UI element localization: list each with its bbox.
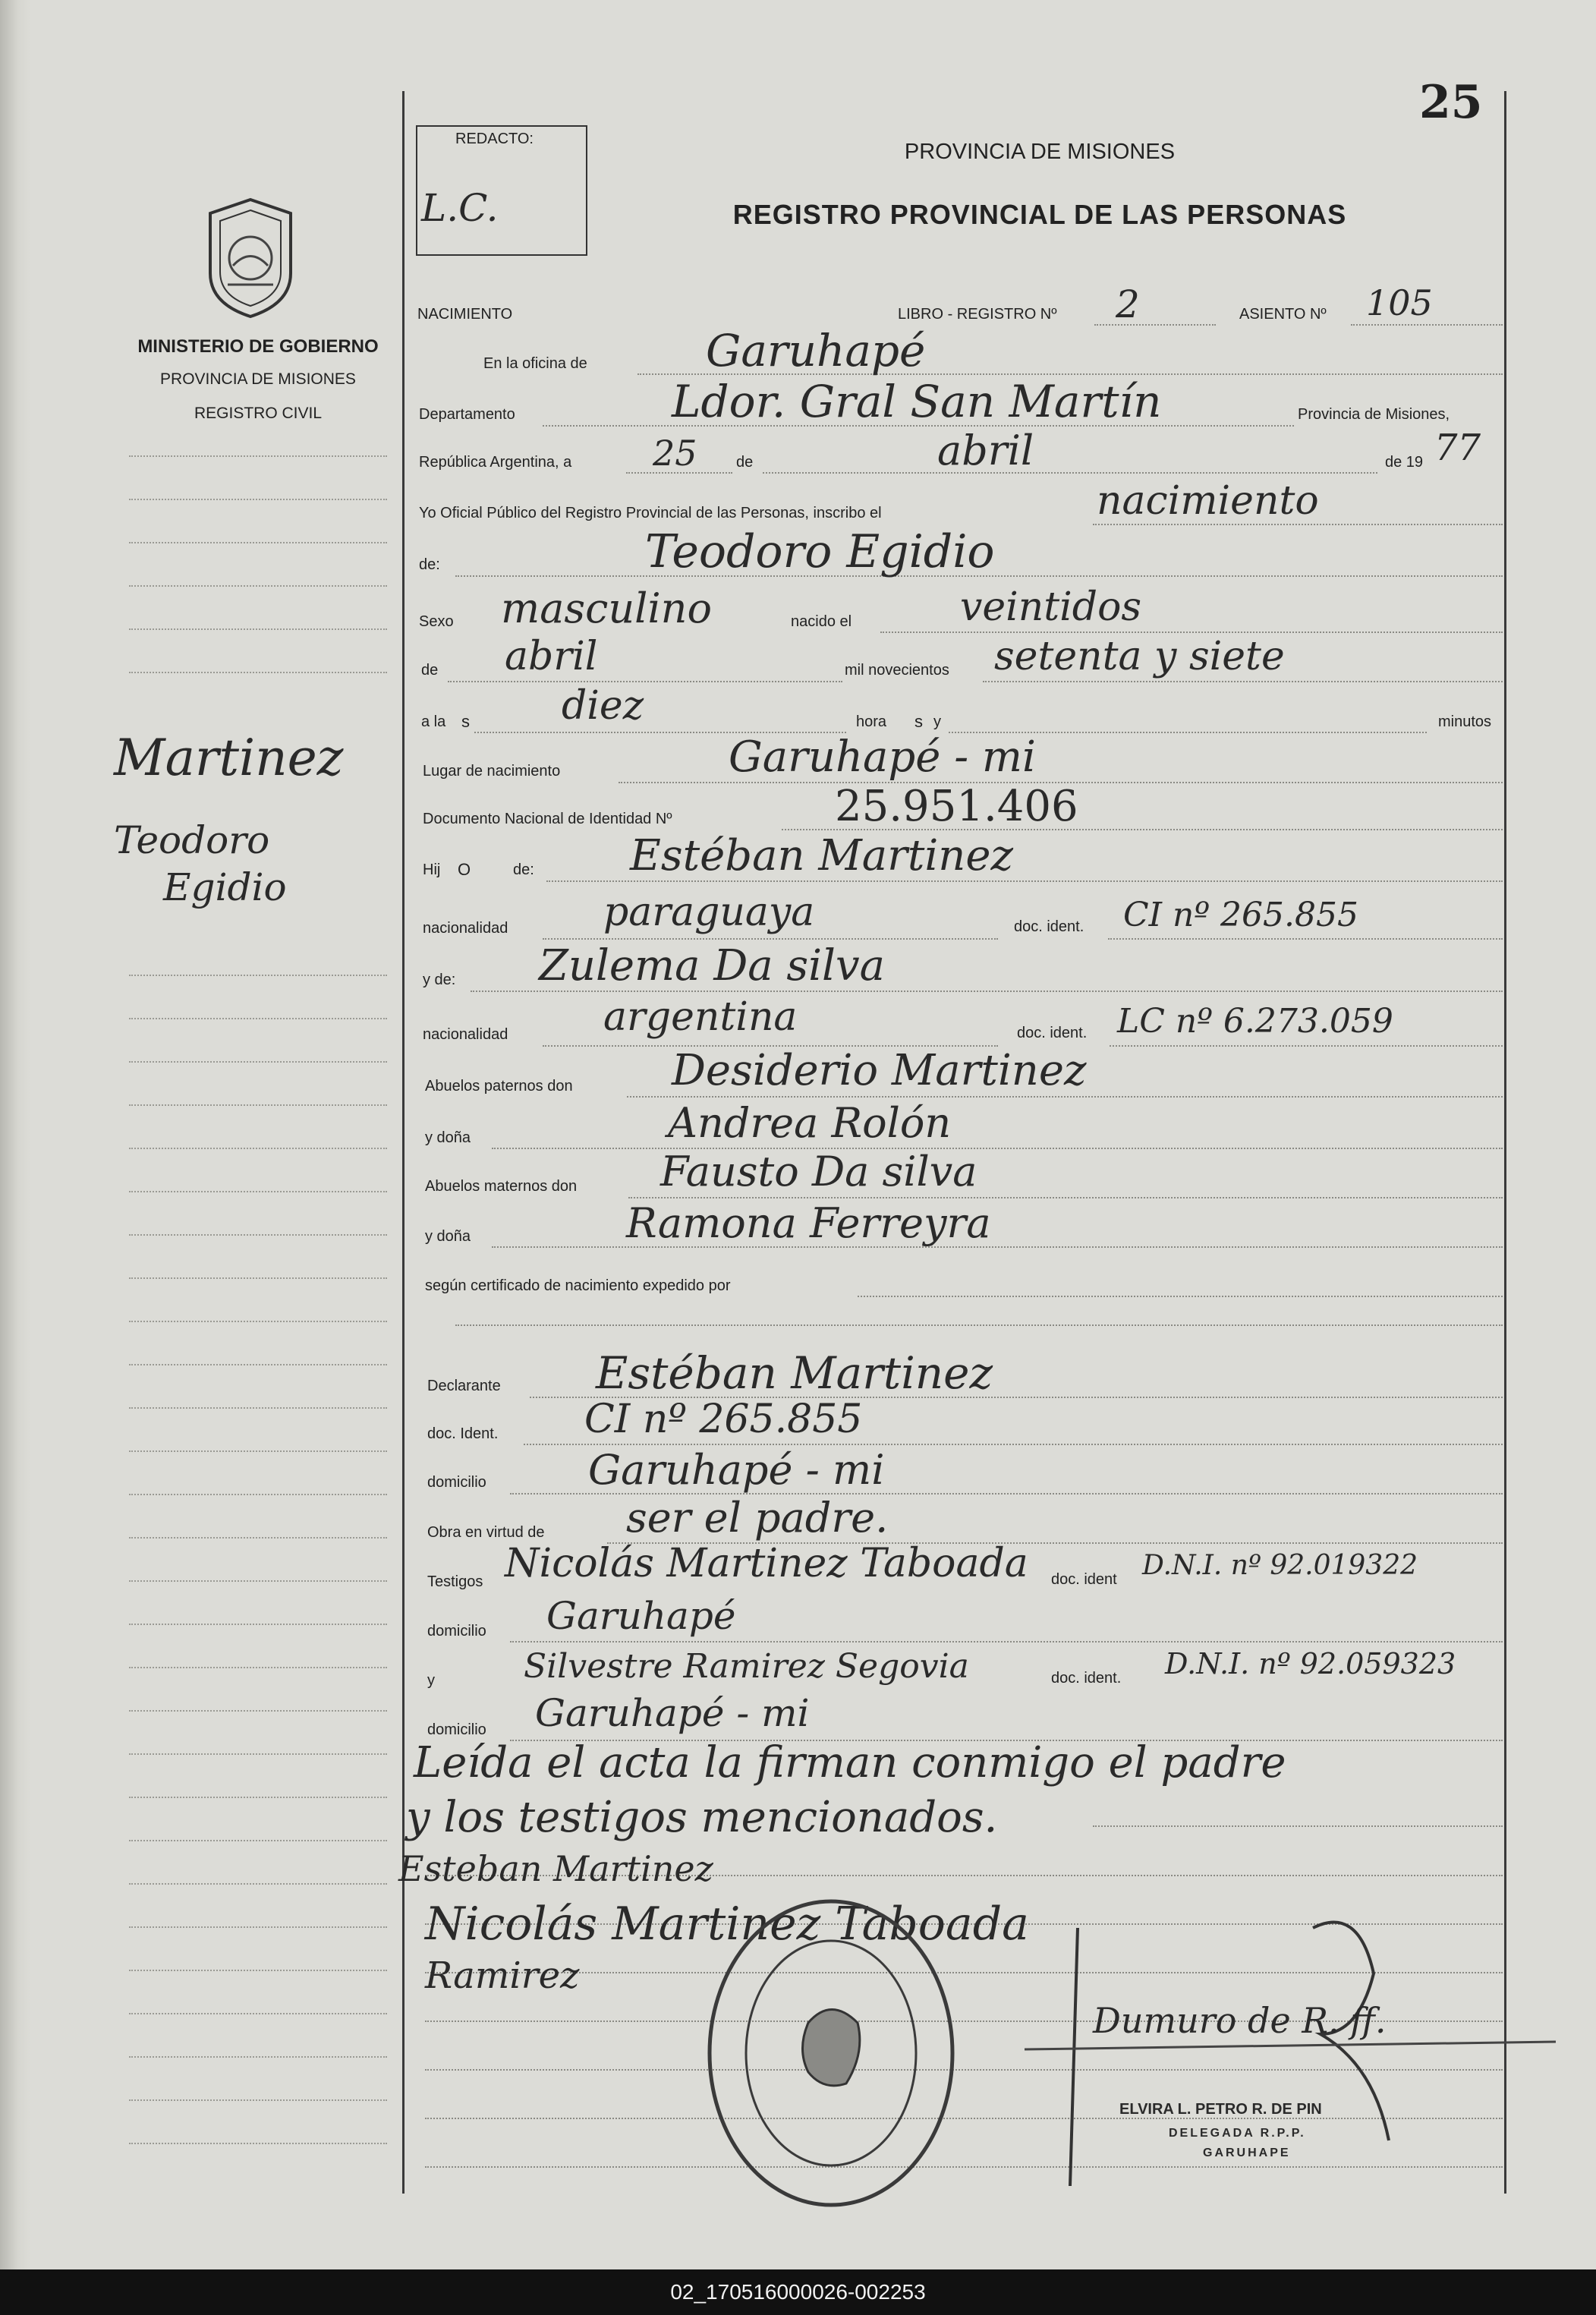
value-doc-testigo-2: D.N.I. nº 92.059323 <box>1165 1647 1456 1680</box>
label-abuelos-paternos: Abuelos paternos don <box>425 1078 573 1095</box>
value-domicilio-2: Garuhapé <box>546 1594 736 1638</box>
provincial-seal-icon <box>194 194 307 323</box>
ministry-title: MINISTERIO DE GOBIERNO <box>137 336 379 357</box>
label-de-nacido-mes: de <box>421 662 439 679</box>
label-doc-madre: doc. ident. <box>1017 1025 1088 1041</box>
line-asiento <box>1351 324 1503 326</box>
margin-ruled-line <box>129 975 387 976</box>
binding-edge <box>0 0 30 2269</box>
label-dni: Documento Nacional de Identidad Nº <box>423 811 672 827</box>
margin-ruled-line <box>129 1061 387 1063</box>
official-name: ELVIRA L. PETRO R. DE PIN <box>1119 2101 1322 2118</box>
line-nacido <box>880 632 1503 633</box>
value-declarante: Estéban Martinez <box>596 1347 993 1399</box>
value-lugar: Garuhapé - mi <box>729 732 1036 782</box>
label-departamento: Departamento <box>419 406 515 423</box>
value-inscribo: nacimiento <box>1097 478 1319 524</box>
value-nacido-dia: veintidos <box>960 584 1142 630</box>
margin-ruled-line <box>129 1840 387 1841</box>
signature-padre: Esteban Martinez <box>398 1848 713 1889</box>
line-doc-madre <box>1110 1045 1503 1047</box>
margin-ruled-line <box>129 499 387 500</box>
line-padre <box>546 880 1503 882</box>
value-abuelo-m: Fausto Da silva <box>660 1148 977 1195</box>
signature-official: Dumuro de R. ff. <box>1093 2000 1387 2041</box>
margin-ruled-line <box>129 542 387 543</box>
closing-line-2: y los testigos mencionados. <box>406 1793 998 1842</box>
label-nacimiento: NACIMIENTO <box>417 306 513 323</box>
value-domicilio-3: Garuhapé - mi <box>535 1691 810 1735</box>
value-mes: abril <box>937 427 1034 474</box>
line-nacido-mes <box>448 681 842 682</box>
margin-ruled-line <box>129 2143 387 2144</box>
label-mil: mil novecientos <box>845 662 949 679</box>
label-y-dona-m: y doña <box>425 1228 471 1245</box>
value-nacido-anio: setenta y siete <box>994 634 1285 679</box>
line-abuelo-m <box>628 1197 1503 1198</box>
margin-ruled-line <box>129 1926 387 1928</box>
margin-ruled-line <box>129 1580 387 1582</box>
redacto-label: REDACTO: <box>455 131 534 147</box>
value-ala: s <box>461 712 470 731</box>
label-nacionalidad-madre: nacionalidad <box>423 1026 508 1043</box>
margin-ruled-line <box>129 1407 387 1409</box>
line-mes <box>763 472 1377 474</box>
label-doc-testigo-2: doc. ident. <box>1051 1670 1122 1687</box>
official-title: DELEGADA R.P.P. <box>1169 2127 1306 2140</box>
label-doc-testigo-1: doc. ident <box>1051 1571 1117 1588</box>
label-y-testigo: y <box>427 1672 435 1689</box>
line-segun-2 <box>455 1324 1503 1326</box>
value-testigo-2: Silvestre Ramirez Segovia <box>524 1647 969 1686</box>
value-obra: ser el padre. <box>626 1494 889 1542</box>
margin-surname: Martinez <box>114 729 344 787</box>
label-domicilio-1: domicilio <box>427 1474 486 1491</box>
value-abuela-m: Ramona Ferreyra <box>626 1199 991 1247</box>
line-domicilio-2 <box>510 1641 1503 1643</box>
value-sexo: masculino <box>501 584 712 632</box>
margin-ruled-line <box>129 2013 387 2014</box>
label-de-mes: de <box>736 454 754 471</box>
margin-ruled-line <box>129 1537 387 1539</box>
margin-ruled-line <box>129 1667 387 1668</box>
ministry-registry: REGISTRO CIVIL <box>194 405 323 422</box>
margin-ruled-line <box>129 1883 387 1885</box>
value-abuelo-p: Desiderio Martinez <box>672 1046 1087 1095</box>
label-declarante: Declarante <box>427 1378 501 1394</box>
label-nacionalidad-padre: nacionalidad <box>423 920 508 937</box>
margin-ruled-line <box>129 2099 387 2101</box>
ministry-province: PROVINCIA DE MISIONES <box>160 370 356 388</box>
label-de-nombre: de: <box>419 556 440 573</box>
margin-ruled-line <box>129 1624 387 1625</box>
label-lugar: Lugar de nacimiento <box>423 763 561 780</box>
redacto-value: L.C. <box>421 186 499 230</box>
value-nacido-mes: abril <box>505 634 598 679</box>
value-doc-madre: LC nº 6.273.059 <box>1117 1002 1393 1041</box>
label-nacido: nacido el <box>791 613 852 630</box>
margin-ruled-line <box>129 1277 387 1279</box>
label-oficial: Yo Oficial Público del Registro Provincial de las Personas, inscribo el <box>419 505 882 521</box>
value-asiento: 105 <box>1366 282 1433 323</box>
label-ala: a la <box>421 713 446 730</box>
line-closing-2 <box>1093 1825 1503 1827</box>
value-doc-declarante: CI nº 265.855 <box>584 1397 863 1442</box>
label-hora: hora <box>856 713 887 730</box>
image-caption: 02_170516000026-002253 <box>0 2269 1596 2315</box>
page-number: 25 <box>1419 76 1483 129</box>
value-doc-testigo-1: D.N.I. nº 92.019322 <box>1142 1550 1418 1581</box>
value-anio: 77 <box>1434 427 1481 469</box>
label-y-minutos: y <box>933 713 941 730</box>
value-nac-padre: paraguaya <box>603 890 815 935</box>
value-dni: 25.951.406 <box>835 782 1078 831</box>
margin-ruled-line <box>129 2056 387 2058</box>
line-abuela-p <box>492 1148 1503 1149</box>
label-libro: LIBRO - REGISTRO Nº <box>898 306 1057 323</box>
value-domicilio-1: Garuhapé - mi <box>588 1446 885 1494</box>
margin-ruled-line <box>129 672 387 673</box>
closing-line-1: Leída el acta la firman conmigo el padre <box>414 1738 1286 1787</box>
value-hora-n: s <box>914 712 923 731</box>
value-abuela-p: Andrea Rolón <box>668 1099 952 1147</box>
label-domicilio-2: domicilio <box>427 1623 486 1639</box>
value-oficina: Garuhapé <box>706 325 926 376</box>
line-nac-padre <box>543 938 998 940</box>
label-oficina: En la oficina de <box>483 355 587 372</box>
right-border-rule <box>1504 91 1506 2194</box>
value-madre: Zulema Da silva <box>539 941 885 991</box>
margin-ruled-line <box>129 1753 387 1755</box>
margin-ruled-line <box>129 1104 387 1106</box>
line-nacido-anio <box>983 681 1503 682</box>
registry-title: REGISTRO PROVINCIAL DE LAS PERSONAS <box>732 199 1347 230</box>
value-nac-madre: argentina <box>603 994 798 1040</box>
value-nombre: Teodoro Egidio <box>645 525 995 578</box>
value-hij: O <box>458 860 471 879</box>
margin-ruled-line <box>129 585 387 587</box>
line-libro <box>1094 324 1216 326</box>
signature-testigo-1: Nicolás Martinez Taboada <box>425 1898 1029 1951</box>
label-y-de-madre: y de: <box>423 972 456 988</box>
margin-ruled-line <box>129 1148 387 1149</box>
label-de-anio: de 19 <box>1385 454 1424 471</box>
label-provincia: Provincia de Misiones, <box>1298 406 1450 423</box>
label-asiento: ASIENTO Nº <box>1239 306 1327 323</box>
margin-ruled-line <box>129 1018 387 1019</box>
label-obra: Obra en virtud de <box>427 1524 545 1541</box>
value-libro: 2 <box>1116 282 1140 326</box>
margin-given-name-2: Egidio <box>163 865 287 909</box>
label-abuelos-maternos: Abuelos maternos don <box>425 1178 578 1195</box>
margin-ruled-line <box>129 1797 387 1798</box>
margin-ruled-line <box>129 1494 387 1495</box>
label-republica: República Argentina, a <box>419 454 572 471</box>
value-doc-padre: CI nº 265.855 <box>1123 896 1358 934</box>
label-doc-declarante: doc. Ident. <box>427 1425 499 1442</box>
signature-testigo-2: Ramirez <box>425 1954 580 1997</box>
margin-ruled-line <box>129 1710 387 1712</box>
margin-ruled-line <box>129 628 387 630</box>
official-location: GARUHAPE <box>1203 2146 1291 2159</box>
margin-ruled-line <box>129 1321 387 1322</box>
value-departamento: Ldor. Gral San Martín <box>672 376 1162 427</box>
margin-ruled-line <box>129 455 387 457</box>
label-hij: Hij <box>423 861 441 878</box>
margin-ruled-line <box>129 1970 387 1971</box>
province-header: PROVINCIA DE MISIONES <box>904 140 1176 164</box>
official-stamp <box>702 1894 960 2213</box>
label-de-padre: de: <box>513 861 534 878</box>
value-testigo-1: Nicolás Martinez Taboada <box>505 1541 1028 1586</box>
line-segun <box>858 1296 1503 1297</box>
line-abuelo-p <box>627 1096 1503 1098</box>
line-inscribo <box>1093 524 1503 525</box>
label-minutos: minutos <box>1438 713 1492 730</box>
label-doc-padre: doc. ident. <box>1014 918 1084 935</box>
line-madre <box>471 991 1503 992</box>
margin-ruled-line <box>129 1450 387 1452</box>
label-domicilio-3: domicilio <box>427 1721 486 1738</box>
margin-ruled-line <box>129 1364 387 1365</box>
line-doc-declarante <box>524 1444 1503 1445</box>
margin-ruled-line <box>129 1234 387 1236</box>
margin-given-name-1: Teodoro <box>114 818 270 862</box>
line-doc-padre <box>1108 938 1503 940</box>
value-dia: 25 <box>653 433 697 474</box>
value-padre: Estéban Martinez <box>630 831 1013 880</box>
label-y-dona-p: y doña <box>425 1129 471 1146</box>
margin-ruled-line <box>129 1191 387 1192</box>
label-segun-certificado: según certificado de nacimiento expedido por <box>425 1277 731 1294</box>
label-sexo: Sexo <box>419 613 454 630</box>
label-testigos: Testigos <box>427 1573 483 1590</box>
value-hora-txt: diez <box>562 683 644 729</box>
